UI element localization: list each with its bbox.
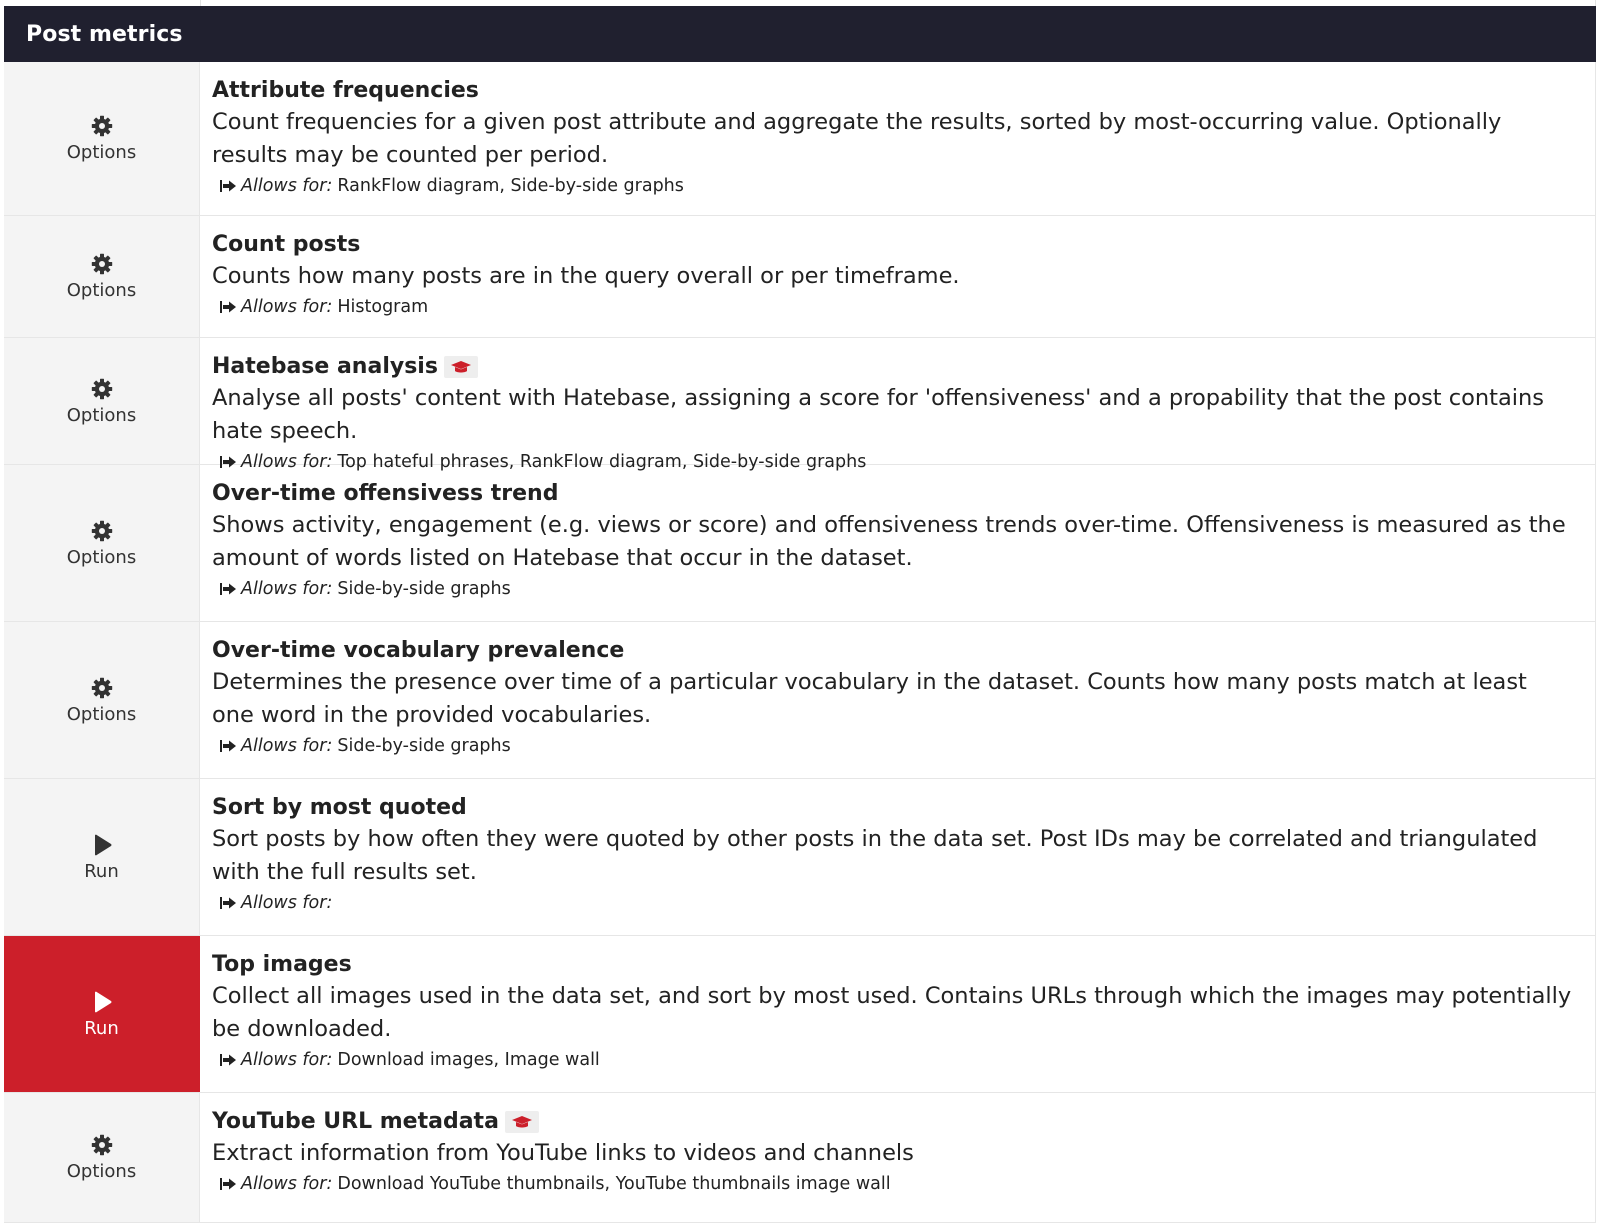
- sign-out-arrow-icon: [220, 739, 237, 753]
- options-button[interactable]: [4, 1093, 200, 1222]
- options-label: Options: [66, 280, 137, 301]
- options-button[interactable]: [4, 622, 200, 778]
- options-button[interactable]: [4, 338, 200, 464]
- allows-for: [212, 293, 1575, 321]
- processor-title: [212, 793, 1575, 823]
- allows-list: Histogram: [337, 297, 429, 317]
- allows-for: [212, 172, 1575, 200]
- allows-for: [212, 889, 1575, 917]
- run-button[interactable]: [4, 779, 200, 935]
- processor-row-youtube-url-metadata: [4, 1093, 1596, 1223]
- processor-row-sort-by-most-quoted: [4, 779, 1596, 936]
- processor-description: Analyse all posts' content with Hatebase, assigning a score for 'offensiveness' and a propability that the post contains hate speech.: [212, 385, 1545, 444]
- sign-out-arrow-icon: [220, 1053, 237, 1067]
- processor-row-top-images: [4, 936, 1596, 1093]
- options-label: Options: [66, 1161, 137, 1182]
- academic-badge: [444, 356, 478, 378]
- processor-title: [212, 76, 1575, 106]
- allows-label: Allows for:: [241, 1174, 333, 1194]
- allows-label: Allows for:: [241, 579, 333, 599]
- allows-list: Download YouTube thumbnails, YouTube thumbnails image wall: [337, 1174, 891, 1194]
- processor-content: [200, 465, 1595, 621]
- graduation-cap-icon: [511, 1115, 533, 1129]
- allows-list: Side-by-side graphs: [337, 579, 511, 599]
- processor-title-text: Over-time offensivess trend: [212, 481, 559, 506]
- options-label: Options: [66, 703, 137, 725]
- processor-title-text: Sort by most quoted: [212, 795, 467, 820]
- options-button[interactable]: [4, 62, 200, 215]
- gear-icon: [90, 114, 114, 138]
- processor-title-text: Over-time vocabulary prevalence: [212, 638, 625, 663]
- sign-out-arrow-icon: [220, 300, 237, 314]
- allows-list: Side-by-side graphs: [337, 736, 511, 756]
- processor-row-over-time-offensiveness: [4, 465, 1596, 622]
- sign-out-arrow-icon: [220, 1177, 237, 1191]
- processor-description: Counts how many posts are in the query overall or per timeframe.: [212, 263, 960, 289]
- allows-for: [212, 1170, 1575, 1198]
- academic-badge: [505, 1111, 539, 1133]
- allows-for: [212, 732, 1575, 760]
- run-label: Run: [84, 860, 119, 882]
- processor-title-text: Top images: [212, 952, 352, 977]
- processor-row-vocabulary-prevalence: [4, 622, 1596, 779]
- panel-header: [4, 6, 1596, 62]
- processor-row-attribute-frequencies: [4, 62, 1596, 216]
- processor-title-text: Attribute frequencies: [212, 78, 479, 103]
- processor-content: [200, 622, 1595, 778]
- allows-for: [212, 575, 1575, 603]
- processor-content: [200, 216, 1595, 337]
- run-button[interactable]: [4, 936, 200, 1092]
- post-metrics-panel: [4, 6, 1596, 1223]
- options-label: Options: [66, 142, 137, 163]
- processor-title: [212, 352, 1575, 382]
- processor-row-hatebase-analysis: [4, 338, 1596, 472]
- sign-out-arrow-icon: [220, 896, 237, 910]
- allows-label: Allows for:: [241, 1050, 333, 1070]
- gear-icon: [90, 676, 114, 700]
- allows-label: Allows for:: [241, 893, 333, 913]
- sign-out-arrow-icon: [220, 179, 237, 193]
- allows-list: Download images, Image wall: [337, 1050, 600, 1070]
- processor-description: Sort posts by how often they were quoted by other posts in the data set. Post IDs may be correlated and triangulated with the full results set.: [212, 826, 1538, 885]
- processor-description: Extract information from YouTube links to videos and channels: [212, 1140, 914, 1166]
- allows-label: Allows for:: [241, 297, 333, 317]
- run-label: Run: [84, 1017, 119, 1039]
- allows-for: [212, 1046, 1575, 1074]
- processor-description: Count frequencies for a given post attribute and aggregate the results, sorted by most-occurring value. Optionally results may be counted per period.: [212, 109, 1502, 168]
- graduation-cap-icon: [450, 360, 472, 374]
- allows-list: RankFlow diagram, Side-by-side graphs: [337, 176, 684, 196]
- gear-icon: [90, 252, 114, 276]
- processor-title: [212, 479, 1575, 509]
- panel-title: Post metrics: [26, 21, 183, 47]
- gear-icon: [90, 519, 114, 543]
- processor-title-text: Count posts: [212, 232, 361, 257]
- processor-content: [200, 779, 1595, 935]
- processor-content: [200, 1093, 1595, 1222]
- processor-title: [212, 230, 1575, 260]
- allows-list: Top hateful phrases, RankFlow diagram, Side-by-side graphs: [337, 452, 867, 472]
- processor-title: [212, 950, 1575, 980]
- play-icon: [90, 833, 114, 857]
- processor-title: [212, 1107, 1575, 1137]
- allows-label: Allows for:: [241, 452, 333, 472]
- processor-title: [212, 636, 1575, 666]
- options-button[interactable]: [4, 216, 200, 337]
- sign-out-arrow-icon: [220, 582, 237, 596]
- options-label: Options: [66, 546, 137, 568]
- processor-description: Shows activity, engagement (e.g. views or score) and offensiveness trends over-time. Offensiveness is measured as the amount of words listed on Hatebase that occur in the dataset.: [212, 512, 1566, 571]
- allows-label: Allows for:: [241, 176, 333, 196]
- processor-row-count-posts: [4, 216, 1596, 338]
- gear-icon: [90, 377, 114, 401]
- processor-description: Collect all images used in the data set, and sort by most used. Contains URLs through which the images may potentially be downloaded.: [212, 983, 1572, 1042]
- gear-icon: [90, 1133, 114, 1157]
- processor-description: Determines the presence over time of a particular vocabulary in the dataset. Counts how many posts match at least one word in the provided vocabularies.: [212, 669, 1527, 728]
- processor-title-text: YouTube URL metadata: [212, 1109, 499, 1134]
- processor-title-text: Hatebase analysis: [212, 354, 438, 379]
- options-label: Options: [66, 404, 137, 426]
- allows-label: Allows for:: [241, 736, 333, 756]
- processor-content: [200, 62, 1595, 215]
- play-icon: [90, 990, 114, 1014]
- processor-content: [200, 338, 1595, 472]
- processor-content: [200, 936, 1595, 1092]
- options-button[interactable]: [4, 465, 200, 621]
